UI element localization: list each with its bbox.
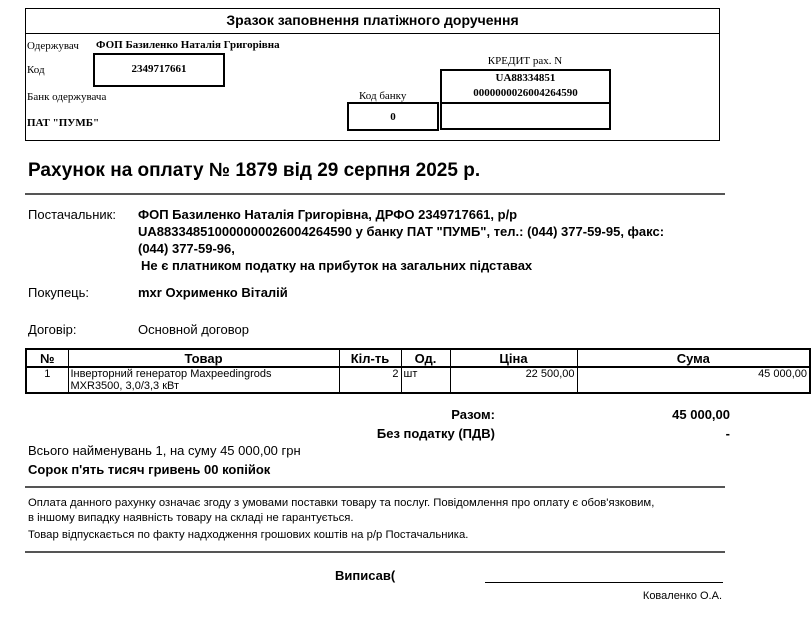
header-sum: Сума (577, 349, 810, 367)
row-sum: 45 000,00 (577, 367, 810, 393)
row-item-line2: MXR3500, 3,0/3,3 кВт (70, 380, 180, 392)
vat-label: Без податку (ПДВ) (376, 426, 495, 441)
note-line2: в іншому випадку наявність товару на складі не гарантується. (28, 512, 354, 524)
credit-label: КРЕДИТ рах. N (487, 55, 563, 67)
signature-label: Виписав( (335, 568, 396, 583)
sample-title-underline (25, 33, 720, 34)
row-item-line1: Інверторний генератор Maxpeedingrods (70, 368, 272, 380)
bank-name: ПАТ "ПУМБ" (27, 117, 100, 129)
totals-divider (25, 486, 725, 488)
note-line3: Товар відпускається по факту надходження грошових коштів на р/р Постачальника. (28, 529, 469, 541)
signatory-name: Коваленко О.А. (642, 590, 722, 602)
table-row (26, 367, 810, 393)
supplier-label: Постачальник: (28, 207, 116, 222)
bank-label: Банк одержувача (27, 91, 107, 103)
buyer-name: mxr Охрименко Віталій (138, 285, 288, 300)
row-price: 22 500,00 (450, 367, 577, 393)
total-value: 45 000,00 (672, 407, 730, 422)
supplier-line1: ФОП Базиленко Наталія Григорівна, ДРФО 2349717661, р/р (138, 207, 518, 222)
amount-in-words: Сорок п'ять тисяч гривень 00 копійок (28, 462, 271, 477)
bank-code-value: 0 (390, 111, 396, 123)
header-item: Товар (68, 349, 339, 367)
items-count-text: Всього найменувань 1, на суму 45 000,00 грн (28, 443, 301, 458)
credit-divider (440, 102, 611, 104)
buyer-label: Покупець: (28, 285, 90, 300)
goods-table (25, 348, 811, 394)
credit-account-line1: UA88334851 (495, 72, 556, 84)
header-number: № (26, 349, 68, 367)
header-price: Ціна (450, 349, 577, 367)
row-item (68, 367, 339, 393)
bank-code-label: Код банку (359, 90, 407, 102)
row-number: 1 (26, 367, 68, 393)
row-unit: шт (401, 367, 450, 393)
sample-title: Зразок заповнення платіжного доручення (226, 12, 519, 28)
total-label: Разом: (451, 407, 495, 422)
title-divider (25, 193, 725, 195)
recipient-label: Одержувач (27, 40, 79, 52)
header-qty: Кіл-ть (339, 349, 401, 367)
row-qty: 2 (339, 367, 401, 393)
credit-account-line2: 0000000026004264590 (473, 87, 578, 99)
notes-divider (25, 551, 725, 553)
signature-line (485, 582, 723, 583)
supplier-line2: UA883348510000000026004264590 у банку ПАТ "ПУМБ", тел.: (044) 377-59-95, факс: (138, 224, 665, 239)
contract-value: Основной договор (138, 322, 249, 337)
code-value: 2349717661 (131, 63, 187, 75)
supplier-line4: Не є платником податку на прибуток на загальних підставах (141, 258, 533, 273)
contract-label: Договір: (28, 322, 77, 337)
invoice-title: Рахунок на оплату № 1879 від 29 серпня 2025 р. (28, 160, 481, 181)
table-header-row (26, 349, 810, 367)
note-line1: Оплата данного рахунку означає згоду з умовами поставки товару та послуг. Повідомлення про оплату є обов'язковим, (28, 497, 655, 509)
vat-value: - (725, 426, 730, 441)
code-label: Код (27, 64, 45, 76)
supplier-line3: (044) 377-59-96, (138, 241, 235, 256)
recipient-name: ФОП Базиленко Наталія Григорівна (96, 39, 280, 51)
header-unit: Од. (401, 349, 450, 367)
